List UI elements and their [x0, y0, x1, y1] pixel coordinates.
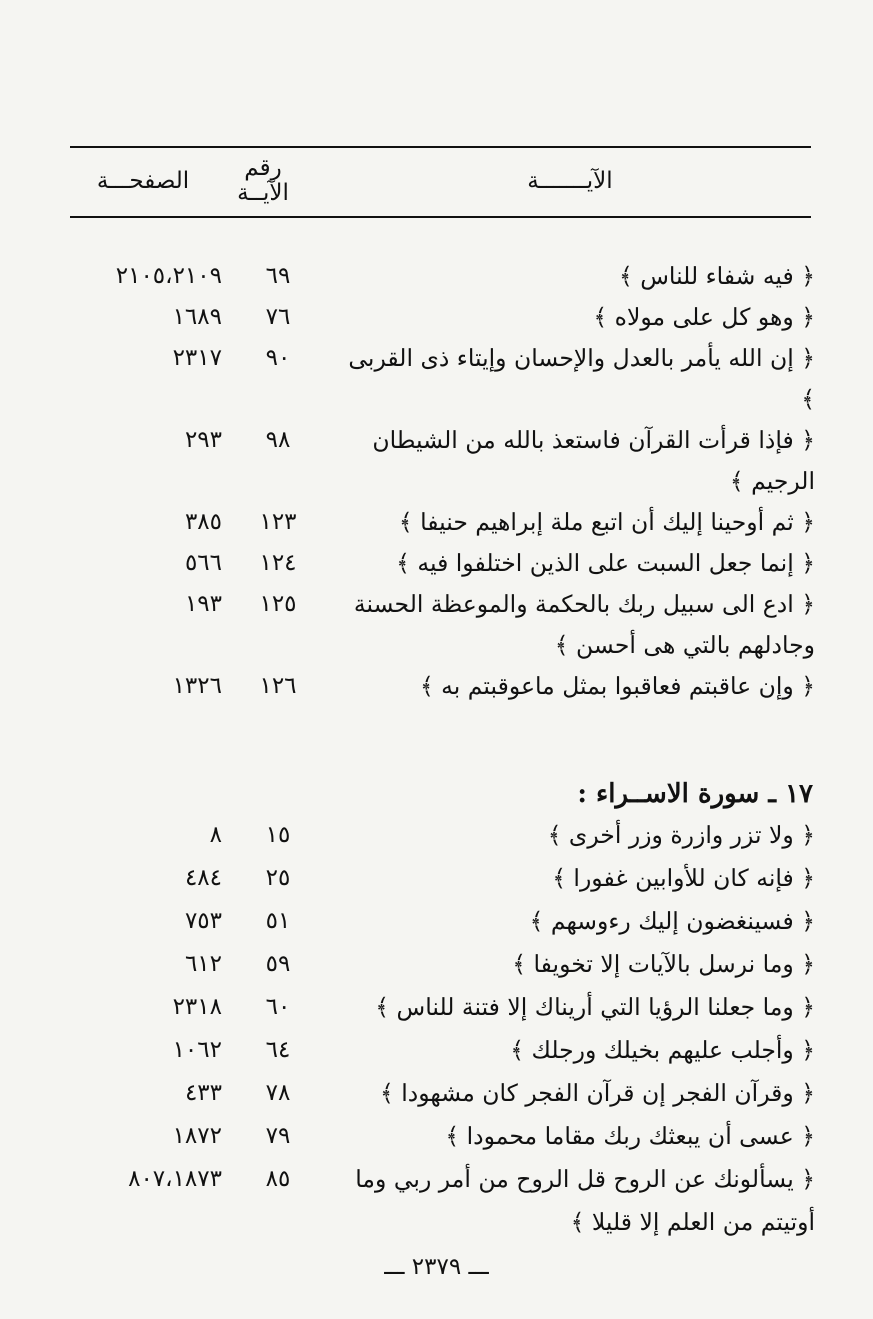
- page-reference-text: ١٨٧٢: [172, 1123, 222, 1149]
- table-row: [0, 502, 873, 543]
- verse-text: ﴿ وهو كل على مولاه ﴾: [593, 303, 815, 331]
- verse-number: ١٢٥: [259, 591, 297, 617]
- table-row: [0, 900, 873, 943]
- page-reference: [40, 1029, 230, 1072]
- page-reference-text: ١٣٢٦: [172, 673, 222, 699]
- verse-number: ٧٦: [265, 304, 291, 330]
- verse-text: ﴿ عسى أن يبعثك ربك مقاما محمودا ﴾: [445, 1122, 815, 1150]
- verse-number: ٦٠: [265, 994, 291, 1020]
- page-reference-text: ٢٩٣: [184, 427, 222, 453]
- page-reference-text: ٢٣١٨: [172, 994, 222, 1020]
- table-row: [0, 943, 873, 986]
- page-reference: [40, 857, 230, 900]
- verse-text: ﴿ فسينغضون إليك رءوسهم ﴾: [529, 907, 815, 935]
- header-top-rule: [70, 146, 811, 148]
- page-reference-text: ٥٦٦: [184, 550, 222, 576]
- verse-text: ﴿ وما نرسل بالآيات إلا تخويفا ﴾: [512, 950, 815, 978]
- verse-text: ﴿ وإن عاقبتم فعاقبوا بمثل ماعوقبتم به ﴾: [419, 672, 815, 700]
- table-row: [0, 1115, 873, 1158]
- verse-text: ﴿ إنما جعل السبت على الذين اختلفوا فيه ﴾: [396, 549, 815, 577]
- verse-number: ٨٥: [265, 1166, 291, 1192]
- verse-text: ﴿ وما جعلنا الرؤيا التي أريناك إلا فتنة للناس ﴾: [375, 993, 815, 1021]
- verse-text: ﴿ ادع الى سبيل ربك بالحكمة والموعظة الحسنة وجادلهم بالتي هى أحسن ﴾: [353, 590, 815, 659]
- page-reference-text: ٧٥٣: [184, 908, 222, 934]
- table-row: [0, 666, 873, 707]
- page-reference: [40, 814, 230, 857]
- page-reference-text: ٨: [209, 822, 222, 848]
- table-row: [0, 338, 873, 420]
- verse-number: ٧٩: [265, 1123, 291, 1149]
- page-reference-text: ٢٣١٧: [172, 345, 222, 371]
- sura-title: ١٧ ـ سورة الاســراء :: [577, 779, 813, 809]
- page-reference: [40, 666, 230, 707]
- verse-text: ﴿ وأجلب عليهم بخيلك ورجلك ﴾: [510, 1036, 815, 1064]
- table-row: [0, 420, 873, 502]
- table-row: [0, 1158, 873, 1244]
- verse-text: ﴿ إن الله يأمر بالعدل والإحسان وإيتاء ذى القربى ﴾: [348, 344, 815, 413]
- page-reference-text: ١٩٣: [184, 591, 222, 617]
- page-reference: [40, 986, 230, 1029]
- page-reference-text: ٦١٢: [184, 951, 222, 977]
- page-reference: [40, 420, 230, 461]
- page-reference: [40, 943, 230, 986]
- table-row: [0, 814, 873, 857]
- table-row: [0, 543, 873, 584]
- verse-number: ٥٩: [265, 951, 291, 977]
- table-row: [0, 1072, 873, 1115]
- verse-text: ﴿ ولا تزر وازرة وزر أخرى ﴾: [547, 821, 815, 849]
- table-row: [0, 1029, 873, 1072]
- page-reference: [40, 297, 230, 338]
- verse-number: ٥١: [265, 908, 291, 934]
- header-verse: الآيـــــــة: [527, 168, 613, 194]
- header-verse-number: رقم الآيــة: [237, 155, 289, 206]
- verse-number: ١٢٣: [259, 509, 297, 535]
- page-reference: [40, 543, 230, 584]
- header-bottom-rule: [70, 216, 811, 218]
- verse-number: ٧٨: [265, 1080, 291, 1106]
- page-reference: [40, 338, 230, 379]
- verse-text: ﴿ وقرآن الفجر إن قرآن الفجر كان مشهودا ﴾: [380, 1079, 815, 1107]
- page-reference-text: ٤٨٤: [184, 865, 222, 891]
- verse-text: ﴿ فإنه كان للأوابين غفورا ﴾: [552, 864, 815, 892]
- page-reference-text: ٣٨٥: [184, 509, 222, 535]
- header-page: الصفحـــة: [96, 168, 190, 194]
- table-row: [0, 857, 873, 900]
- verse-text: ﴿ فيه شفاء للناس ﴾: [618, 262, 815, 290]
- page-number: ـــ ٢٣٧٩ ـــ: [384, 1254, 489, 1280]
- page-reference: [40, 900, 230, 943]
- verse-number: ١٢٤: [259, 550, 297, 576]
- page-reference: [40, 1072, 230, 1115]
- table-row: [0, 297, 873, 338]
- verse-number: ١٥: [265, 822, 291, 848]
- table-row: [0, 256, 873, 297]
- page-reference: [40, 256, 230, 297]
- page-reference-text: ٤٣٣: [184, 1080, 222, 1106]
- verse-text: ﴿ فإذا قرأت القرآن فاستعذ بالله من الشيطان الرجيم ﴾: [372, 426, 815, 495]
- page-reference-text: ٢١٠٥،٢١٠٩: [115, 263, 222, 289]
- verse-number: ٩٨: [265, 427, 291, 453]
- table-row: [0, 986, 873, 1029]
- verse-number: ٦٩: [265, 263, 291, 289]
- page-reference-text: ١٦٨٩: [172, 304, 222, 330]
- verse-text: ﴿ ثم أوحينا إليك أن اتبع ملة إبراهيم حنيفا ﴾: [398, 508, 815, 536]
- page-reference-text: ٨٠٧،١٨٧٣: [128, 1166, 222, 1192]
- verse-text: ﴿ يسألونك عن الروح قل الروح من أمر ربي وما أوتيتم من العلم إلا قليلا ﴾: [355, 1165, 815, 1236]
- page-reference: [40, 584, 230, 625]
- verse-number: ١٢٦: [259, 673, 297, 699]
- page-reference: [40, 502, 230, 543]
- verse-number: ٢٥: [265, 865, 291, 891]
- verse-number: ٦٤: [265, 1037, 291, 1063]
- verse-number: ٩٠: [265, 345, 291, 371]
- page-reference: [40, 1158, 230, 1201]
- page-reference: [40, 1115, 230, 1158]
- page-reference-text: ١٠٦٢: [172, 1037, 222, 1063]
- table-row: [0, 584, 873, 666]
